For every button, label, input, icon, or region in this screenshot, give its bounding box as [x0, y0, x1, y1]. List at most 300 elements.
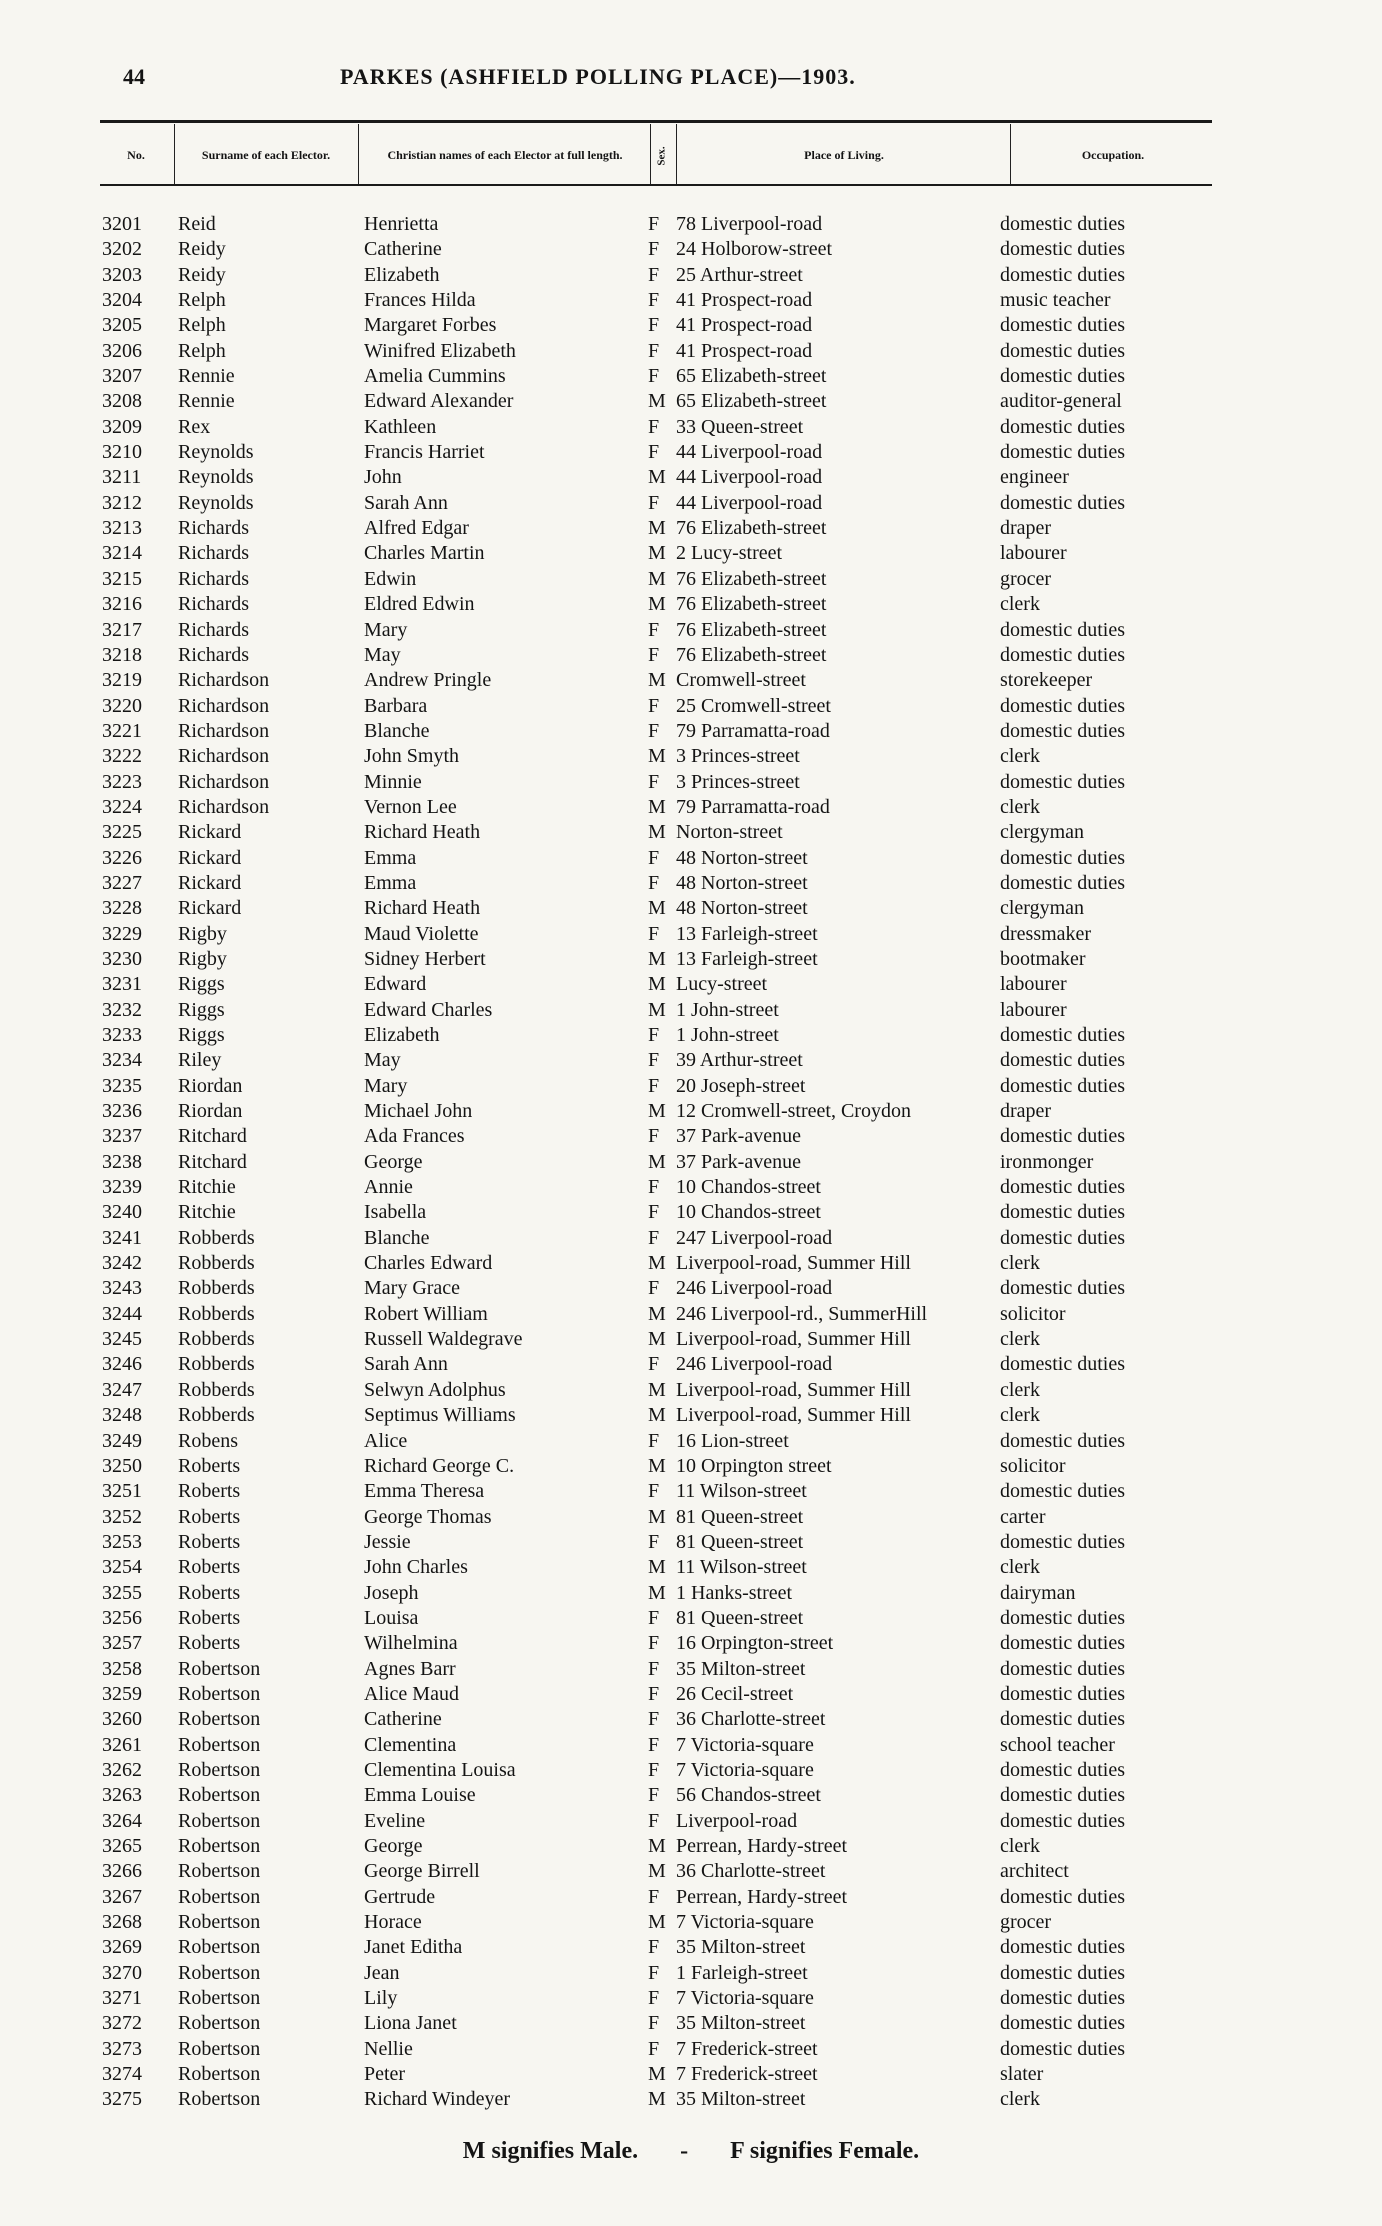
- elector-occupation: clerk: [1000, 1404, 1040, 1427]
- elector-occupation: clerk: [1000, 1252, 1040, 1275]
- elector-christian-names: Francis Harriet: [364, 441, 485, 464]
- elector-christian-names: Peter: [364, 2063, 406, 2086]
- elector-christian-names: Wilhelmina: [364, 1632, 458, 1655]
- elector-sex: F: [648, 1277, 660, 1300]
- table-row: [0, 1175, 1382, 1200]
- elector-place-of-living: 65 Elizabeth-street: [676, 390, 827, 413]
- elector-place-of-living: 65 Elizabeth-street: [676, 365, 827, 388]
- elector-place-of-living: 35 Milton-street: [676, 2012, 806, 2035]
- elector-surname: Robertson: [178, 1809, 261, 1832]
- elector-christian-names: Nellie: [364, 2037, 413, 2060]
- elector-number: 3224: [102, 795, 142, 818]
- elector-surname: Robertson: [178, 1911, 261, 1934]
- elector-surname: Rickard: [178, 871, 242, 894]
- elector-place-of-living: 37 Park-avenue: [676, 1125, 801, 1148]
- elector-place-of-living: Perrean, Hardy-street: [676, 1885, 848, 1908]
- elector-sex: F: [648, 1961, 660, 1984]
- elector-place-of-living: 7 Victoria-square: [676, 1758, 814, 1781]
- elector-occupation: domestic duties: [1000, 871, 1125, 894]
- table-row: [0, 1074, 1382, 1099]
- elector-occupation: domestic duties: [1000, 339, 1125, 362]
- table-row: [0, 1048, 1382, 1073]
- elector-number: 3207: [102, 365, 142, 388]
- elector-surname: Richards: [178, 567, 250, 590]
- table-row: [0, 1758, 1382, 1783]
- elector-christian-names: Alice Maud: [364, 1682, 459, 1705]
- table-row: [0, 567, 1382, 592]
- header-rule-top: [100, 120, 1212, 123]
- elector-christian-names: Edward Alexander: [364, 390, 514, 413]
- elector-place-of-living: 7 Victoria-square: [676, 1911, 814, 1934]
- elector-christian-names: Liona Janet: [364, 2012, 457, 2035]
- elector-surname: Richardson: [178, 770, 270, 793]
- table-row: [0, 1631, 1382, 1656]
- elector-number: 3235: [102, 1074, 142, 1097]
- table-row: [0, 2011, 1382, 2036]
- elector-place-of-living: Liverpool-road, Summer Hill: [676, 1328, 911, 1351]
- elector-place-of-living: 1 Farleigh-street: [676, 1961, 808, 1984]
- elector-number: 3241: [102, 1226, 142, 1249]
- elector-number: 3267: [102, 1885, 142, 1908]
- elector-surname: Robberds: [178, 1378, 255, 1401]
- elector-sex: M: [648, 390, 666, 413]
- elector-surname: Richardson: [178, 694, 270, 717]
- elector-sex: M: [648, 1252, 666, 1275]
- elector-sex: F: [648, 1809, 660, 1832]
- elector-number: 3271: [102, 1987, 142, 2010]
- elector-sex: F: [648, 1024, 660, 1046]
- elector-occupation: domestic duties: [1000, 415, 1125, 438]
- elector-christian-names: Jessie: [364, 1530, 411, 1553]
- elector-place-of-living: 56 Chandos-street: [676, 1784, 821, 1807]
- elector-occupation: domestic duties: [1000, 1708, 1125, 1731]
- elector-occupation: domestic duties: [1000, 1530, 1125, 1553]
- table-row: [0, 592, 1382, 617]
- elector-number: 3253: [102, 1530, 142, 1553]
- elector-christian-names: Alfred Edgar: [364, 517, 469, 540]
- table-row: [0, 1530, 1382, 1555]
- elector-occupation: domestic duties: [1000, 719, 1125, 742]
- elector-place-of-living: 247 Liverpool-road: [676, 1226, 833, 1249]
- elector-surname: Richards: [178, 542, 250, 565]
- elector-sex: M: [648, 669, 666, 692]
- table-row: [0, 1733, 1382, 1758]
- elector-number: 3247: [102, 1378, 142, 1401]
- elector-number: 3211: [102, 466, 142, 489]
- elector-surname: Robberds: [178, 1277, 255, 1300]
- elector-occupation: slater: [1000, 2063, 1044, 2086]
- elector-surname: Relph: [178, 314, 226, 337]
- elector-surname: Riggs: [178, 998, 225, 1021]
- elector-surname: Rigby: [178, 947, 227, 970]
- elector-christian-names: Clementina: [364, 1733, 457, 1756]
- elector-surname: Robertson: [178, 1961, 261, 1984]
- elector-sex: F: [648, 1074, 660, 1097]
- table-row: [0, 1200, 1382, 1225]
- elector-occupation: engineer: [1000, 466, 1069, 489]
- elector-sex: F: [648, 1708, 660, 1731]
- elector-occupation: domestic duties: [1000, 314, 1125, 337]
- elector-sex: F: [648, 618, 660, 641]
- elector-occupation: domestic duties: [1000, 1987, 1125, 2010]
- elector-sex: M: [648, 897, 666, 920]
- elector-place-of-living: 76 Elizabeth-street: [676, 517, 827, 540]
- elector-sex: M: [648, 1860, 666, 1883]
- table-row: [0, 1352, 1382, 1377]
- elector-sex: M: [648, 1404, 666, 1427]
- elector-surname: Robberds: [178, 1226, 255, 1249]
- elector-christian-names: Ada Frances: [364, 1125, 465, 1148]
- elector-number: 3212: [102, 491, 142, 514]
- table-row: [0, 744, 1382, 769]
- elector-christian-names: Vernon Lee: [364, 795, 457, 818]
- table-row: [0, 947, 1382, 972]
- elector-number: 3252: [102, 1505, 142, 1528]
- elector-sex: F: [648, 1125, 660, 1148]
- elector-surname: Richardson: [178, 669, 270, 692]
- elector-number: 3249: [102, 1429, 142, 1452]
- elector-occupation: domestic duties: [1000, 1480, 1125, 1503]
- elector-place-of-living: 3 Princes-street: [676, 745, 800, 768]
- elector-christian-names: Edwin: [364, 567, 417, 590]
- elector-christian-names: Emma: [364, 871, 417, 894]
- elector-christian-names: John: [364, 466, 402, 489]
- elector-surname: Richards: [178, 593, 250, 616]
- elector-christian-names: Margaret Forbes: [364, 314, 497, 337]
- elector-sex: M: [648, 517, 666, 540]
- elector-place-of-living: 48 Norton-street: [676, 846, 808, 869]
- elector-place-of-living: Liverpool-road: [676, 1809, 798, 1832]
- footer-separator: -: [680, 2138, 689, 2164]
- elector-christian-names: Charles Martin: [364, 542, 485, 565]
- table-row: [0, 668, 1382, 693]
- elector-occupation: storekeeper: [1000, 669, 1093, 692]
- elector-number: 3225: [102, 821, 142, 844]
- elector-sex: M: [648, 1100, 666, 1123]
- elector-number: 3229: [102, 922, 142, 945]
- elector-place-of-living: Liverpool-road, Summer Hill: [676, 1252, 911, 1275]
- elector-sex: F: [648, 694, 660, 717]
- table-row: [0, 1302, 1382, 1327]
- elector-occupation: draper: [1000, 1100, 1052, 1123]
- elector-sex: F: [648, 1429, 660, 1452]
- elector-surname: Roberts: [178, 1556, 241, 1579]
- elector-number: 3213: [102, 517, 142, 540]
- elector-place-of-living: 246 Liverpool-road: [676, 1277, 833, 1300]
- elector-sex: F: [648, 643, 660, 666]
- elector-place-of-living: Liverpool-road, Summer Hill: [676, 1378, 911, 1401]
- elector-number: 3219: [102, 669, 142, 692]
- elector-number: 3228: [102, 897, 142, 920]
- elector-surname: Roberts: [178, 1454, 241, 1477]
- elector-surname: Roberts: [178, 1505, 241, 1528]
- elector-surname: Robertson: [178, 1708, 261, 1731]
- elector-place-of-living: 81 Queen-street: [676, 1530, 804, 1553]
- elector-number: 3217: [102, 618, 142, 641]
- table-row: [0, 1251, 1382, 1276]
- elector-number: 3206: [102, 339, 142, 362]
- table-row: [0, 846, 1382, 871]
- elector-number: 3231: [102, 973, 142, 996]
- elector-place-of-living: 76 Elizabeth-street: [676, 643, 827, 666]
- elector-place-of-living: 16 Orpington-street: [676, 1632, 834, 1655]
- elector-sex: M: [648, 2088, 666, 2111]
- elector-occupation: domestic duties: [1000, 1277, 1125, 1300]
- elector-number: 3250: [102, 1454, 142, 1477]
- elector-place-of-living: 76 Elizabeth-street: [676, 567, 827, 590]
- elector-occupation: auditor-general: [1000, 390, 1122, 413]
- elector-number: 3238: [102, 1150, 142, 1173]
- elector-sex: M: [648, 1581, 666, 1604]
- elector-christian-names: Henrietta: [364, 213, 439, 235]
- elector-sex: F: [648, 441, 660, 464]
- elector-occupation: domestic duties: [1000, 1176, 1125, 1199]
- table-row: [0, 1226, 1382, 1251]
- elector-christian-names: John Charles: [364, 1556, 468, 1579]
- elector-christian-names: Frances Hilda: [364, 289, 476, 312]
- table-row: [0, 415, 1382, 440]
- elector-sex: F: [648, 922, 660, 945]
- table-row: [0, 1961, 1382, 1986]
- elector-occupation: domestic duties: [1000, 213, 1125, 235]
- elector-occupation: clerk: [1000, 1378, 1040, 1401]
- table-row: [0, 1150, 1382, 1175]
- elector-place-of-living: 1 Hanks-street: [676, 1581, 793, 1604]
- elector-occupation: domestic duties: [1000, 1606, 1125, 1629]
- table-row: [0, 237, 1382, 262]
- elector-place-of-living: 3 Princes-street: [676, 770, 800, 793]
- column-header-sex-label: Sex.: [656, 146, 668, 166]
- elector-christian-names: Elizabeth: [364, 263, 440, 286]
- table-row: [0, 795, 1382, 820]
- elector-occupation: domestic duties: [1000, 1784, 1125, 1807]
- elector-place-of-living: 76 Elizabeth-street: [676, 593, 827, 616]
- elector-surname: Rickard: [178, 846, 242, 869]
- elector-sex: F: [648, 1885, 660, 1908]
- elector-christian-names: Richard George C.: [364, 1454, 515, 1477]
- elector-surname: Riggs: [178, 973, 225, 996]
- column-header-sex: [652, 132, 672, 180]
- elector-surname: Robertson: [178, 1885, 261, 1908]
- elector-occupation: dressmaker: [1000, 922, 1092, 945]
- elector-place-of-living: 246 Liverpool-rd., SummerHill: [676, 1302, 928, 1325]
- elector-occupation: domestic duties: [1000, 1682, 1125, 1705]
- elector-place-of-living: 7 Frederick-street: [676, 2063, 818, 2086]
- elector-surname: Riggs: [178, 1024, 225, 1046]
- page-number: 44: [123, 64, 145, 89]
- elector-number: 3270: [102, 1961, 142, 1984]
- table-row: [0, 1707, 1382, 1732]
- elector-surname: Relph: [178, 289, 226, 312]
- elector-christian-names: Blanche: [364, 1226, 430, 1249]
- elector-number: 3257: [102, 1632, 142, 1655]
- elector-number: 3242: [102, 1252, 142, 1275]
- table-row: [0, 491, 1382, 516]
- elector-sex: F: [648, 1657, 660, 1680]
- elector-occupation: clerk: [1000, 1835, 1040, 1857]
- elector-christian-names: Selwyn Adolphus: [364, 1378, 506, 1401]
- table-row: [0, 364, 1382, 389]
- table-row: [0, 1657, 1382, 1682]
- table-row: [0, 1429, 1382, 1454]
- elector-occupation: carter: [1000, 1505, 1046, 1528]
- elector-occupation: domestic duties: [1000, 618, 1125, 641]
- table-row: [0, 1378, 1382, 1403]
- elector-surname: Robertson: [178, 2088, 261, 2111]
- elector-occupation: domestic duties: [1000, 1657, 1125, 1680]
- elector-occupation: clerk: [1000, 593, 1040, 616]
- elector-place-of-living: 11 Wilson-street: [676, 1556, 807, 1579]
- elector-christian-names: Joseph: [364, 1581, 419, 1604]
- elector-surname: Robertson: [178, 1758, 261, 1781]
- elector-place-of-living: 36 Charlotte-street: [676, 1708, 826, 1731]
- elector-place-of-living: 79 Parramatta-road: [676, 795, 830, 818]
- elector-occupation: domestic duties: [1000, 441, 1125, 464]
- elector-place-of-living: 35 Milton-street: [676, 1657, 806, 1680]
- elector-sex: M: [648, 1911, 666, 1934]
- elector-number: 3234: [102, 1049, 142, 1072]
- elector-christian-names: Blanche: [364, 719, 430, 742]
- elector-christian-names: Mary: [364, 618, 408, 641]
- elector-occupation: domestic duties: [1000, 1226, 1125, 1249]
- elector-surname: Roberts: [178, 1606, 241, 1629]
- elector-occupation: dairyman: [1000, 1581, 1076, 1604]
- elector-place-of-living: 48 Norton-street: [676, 871, 808, 894]
- table-row: [0, 719, 1382, 744]
- elector-christian-names: Maud Violette: [364, 922, 479, 945]
- elector-number: 3232: [102, 998, 142, 1021]
- header-rule-bottom: [100, 184, 1212, 186]
- elector-number: 3261: [102, 1733, 142, 1756]
- elector-sex: F: [648, 1784, 660, 1807]
- table-row: [0, 770, 1382, 795]
- elector-number: 3260: [102, 1708, 142, 1731]
- elector-number: 3202: [102, 238, 142, 261]
- elector-number: 3266: [102, 1860, 142, 1883]
- table-row: [0, 1403, 1382, 1428]
- elector-surname: Robertson: [178, 1682, 261, 1705]
- elector-occupation: domestic duties: [1000, 1885, 1125, 1908]
- elector-place-of-living: 33 Queen-street: [676, 415, 804, 438]
- table-row: [0, 1327, 1382, 1352]
- elector-place-of-living: 81 Queen-street: [676, 1505, 804, 1528]
- elector-occupation: clerk: [1000, 1328, 1040, 1351]
- elector-place-of-living: 25 Arthur-street: [676, 263, 803, 286]
- elector-place-of-living: Liverpool-road, Summer Hill: [676, 1404, 911, 1427]
- elector-occupation: domestic duties: [1000, 1074, 1125, 1097]
- elector-christian-names: Janet Editha: [364, 1936, 463, 1959]
- elector-surname: Robertson: [178, 2037, 261, 2060]
- elector-surname: Roberts: [178, 1480, 241, 1503]
- elector-number: 3204: [102, 289, 142, 312]
- elector-number: 3237: [102, 1125, 142, 1148]
- elector-number: 3236: [102, 1100, 142, 1123]
- elector-number: 3258: [102, 1657, 142, 1680]
- elector-place-of-living: 16 Lion-street: [676, 1429, 789, 1452]
- elector-surname: Reynolds: [178, 491, 254, 514]
- elector-sex: F: [648, 719, 660, 742]
- elector-number: 3272: [102, 2012, 142, 2035]
- elector-place-of-living: 36 Charlotte-street: [676, 1860, 826, 1883]
- column-header-christian-names: Christian names of each Elector at full length.: [387, 147, 623, 162]
- elector-place-of-living: 48 Norton-street: [676, 897, 808, 920]
- elector-number: 3226: [102, 846, 142, 869]
- elector-place-of-living: 35 Milton-street: [676, 2088, 806, 2111]
- elector-sex: M: [648, 466, 666, 489]
- elector-christian-names: Agnes Barr: [364, 1657, 456, 1680]
- elector-number: 3205: [102, 314, 142, 337]
- elector-surname: Robertson: [178, 1733, 261, 1756]
- elector-sex: M: [648, 1302, 666, 1325]
- elector-place-of-living: 41 Prospect-road: [676, 339, 813, 362]
- elector-number: 3256: [102, 1606, 142, 1629]
- elector-surname: Richards: [178, 643, 250, 666]
- elector-christian-names: Emma: [364, 846, 417, 869]
- elector-surname: Rigby: [178, 922, 227, 945]
- elector-occupation: clergyman: [1000, 897, 1085, 920]
- elector-surname: Robertson: [178, 2012, 261, 2035]
- table-row: [0, 288, 1382, 313]
- elector-number: 3259: [102, 1682, 142, 1705]
- column-separator: [1010, 124, 1011, 184]
- elector-christian-names: Amelia Cummins: [364, 365, 506, 388]
- elector-sex: F: [648, 339, 660, 362]
- elector-occupation: school teacher: [1000, 1733, 1115, 1756]
- elector-number: 3239: [102, 1176, 142, 1199]
- elector-occupation: labourer: [1000, 973, 1067, 996]
- elector-sex: M: [648, 2063, 666, 2086]
- elector-sex: M: [648, 1454, 666, 1477]
- elector-number: 3223: [102, 770, 142, 793]
- elector-number: 3265: [102, 1835, 142, 1857]
- elector-surname: Richardson: [178, 795, 270, 818]
- elector-christian-names: Alice: [364, 1429, 408, 1452]
- elector-occupation: ironmonger: [1000, 1150, 1094, 1173]
- elector-christian-names: Mary: [364, 1074, 408, 1097]
- elector-surname: Reidy: [178, 263, 226, 286]
- elector-sex: F: [648, 871, 660, 894]
- female-note: F signifies Female.: [730, 2138, 920, 2164]
- electors-table: [0, 212, 1382, 2113]
- elector-sex: F: [648, 314, 660, 337]
- table-row: [0, 1124, 1382, 1149]
- elector-surname: Rickard: [178, 897, 242, 920]
- elector-occupation: music teacher: [1000, 289, 1111, 312]
- elector-christian-names: Jean: [364, 1961, 400, 1984]
- elector-number: 3215: [102, 567, 142, 590]
- elector-surname: Robertson: [178, 1936, 261, 1959]
- elector-number: 3210: [102, 441, 142, 464]
- table-row: [0, 313, 1382, 338]
- table-row: [0, 1276, 1382, 1301]
- elector-place-of-living: 12 Cromwell-street, Croydon: [676, 1100, 911, 1123]
- elector-number: 3264: [102, 1809, 142, 1832]
- column-separator: [358, 124, 359, 184]
- elector-place-of-living: 10 Orpington street: [676, 1454, 832, 1477]
- elector-christian-names: Richard Heath: [364, 821, 481, 844]
- table-row: [0, 2062, 1382, 2087]
- elector-place-of-living: 7 Frederick-street: [676, 2037, 818, 2060]
- elector-christian-names: Charles Edward: [364, 1252, 493, 1275]
- elector-place-of-living: 78 Liverpool-road: [676, 213, 823, 235]
- elector-christian-names: Robert William: [364, 1302, 488, 1325]
- table-row: [0, 1910, 1382, 1935]
- elector-place-of-living: 13 Farleigh-street: [676, 947, 818, 970]
- elector-occupation: domestic duties: [1000, 770, 1125, 793]
- table-row: [0, 1809, 1382, 1834]
- elector-christian-names: Minnie: [364, 770, 422, 793]
- table-row: [0, 871, 1382, 896]
